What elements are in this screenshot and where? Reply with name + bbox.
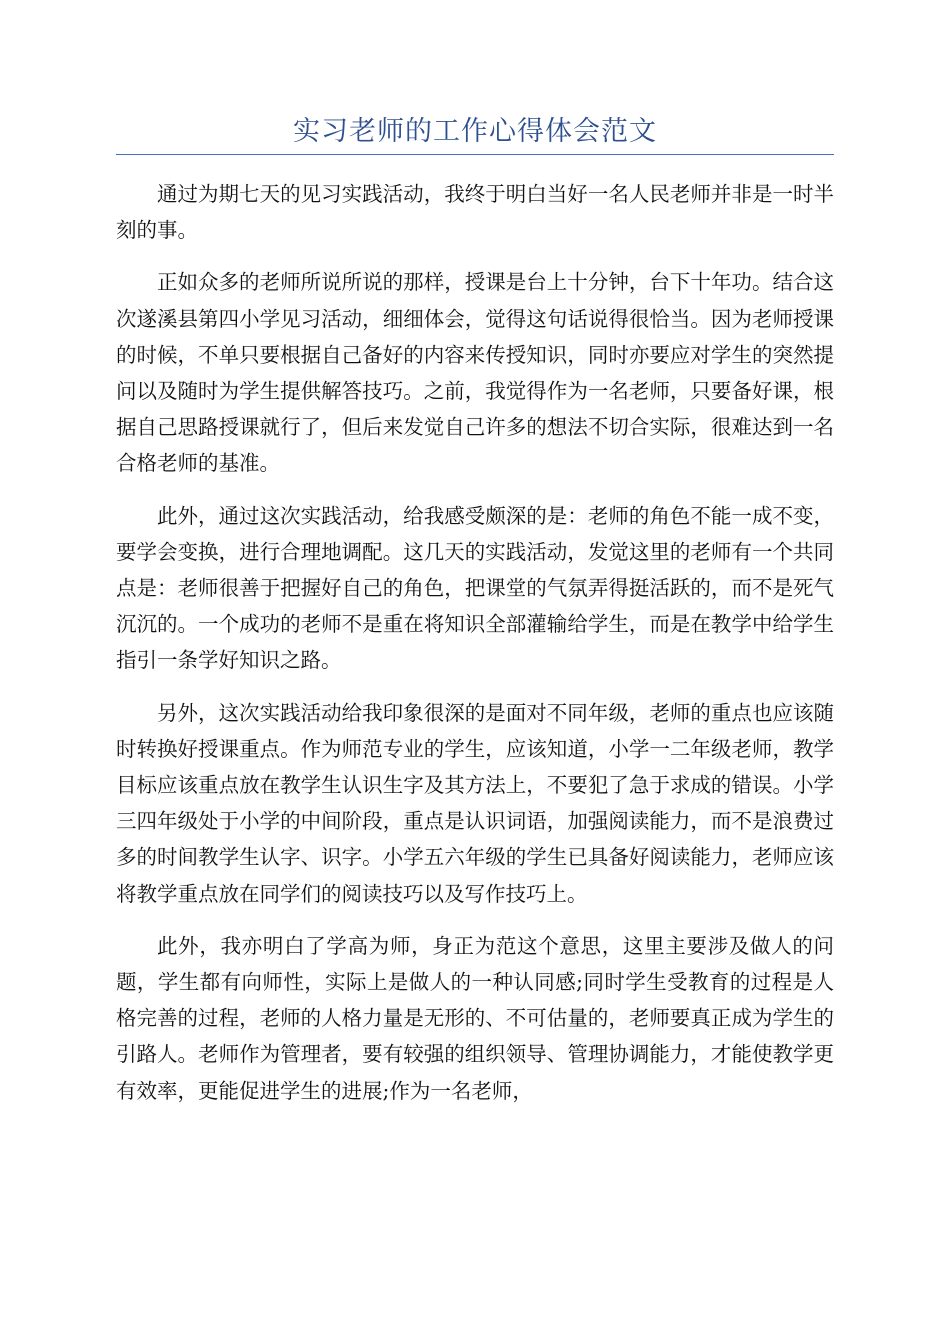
document-title: 实习老师的工作心得体会范文 [293,116,657,147]
paragraph-3: 此外，通过这次实践活动，给我感受颇深的是：老师的角色不能一成不变，要学会变换，进行合理地调配。这几天的实践活动，发觉这里的老师有一个共同点是：老师很善于把握好自己的角色，把课堂的气氛弄得挺活跃的，而不是死气沉沉的。一个成功的老师不是重在将知识全部灌输给学生，而是在教学中给学生指引一条学好知识之路。 [116,503,834,673]
paragraph-2: 正如众多的老师所说所说的那样，授课是台上十分钟，台下十年功。结合这次遂溪县第四小学见习活动，细细体会，觉得这句话说得很恰当。因为老师授课的时候，不单只要根据自己备好的内容来传授知识，同时亦要应对学生的突然提问以及随时为学生提供解答技巧。之前，我觉得作为一名老师，只要备好课，根据自己思路授课就行了，但后来发觉自己许多的想法不切合实际，很难达到一名合格老师的基准。 [116,270,834,476]
paragraph-4: 另外，这次实践活动给我印象很深的是面对不同年级，老师的重点也应该随时转换好授课重点。作为师范专业的学生，应该知道，小学一二年级老师，教学目标应该重点放在教学生认识生字及其方法上，不要犯了急于求成的错误。小学三四年级处于小学的中间阶段，重点是认识词语，加强阅读能力，而不是浪费过多的时间教学生认字、识字。小学五六年级的学生已具备好阅读能力，老师应该将教学重点放在同学们的阅读技巧以及写作技巧上。 [116,700,834,906]
paragraph-1: 通过为期七天的见习实践活动，我终于明白当好一名人民老师并非是一时半刻的事。 [116,182,834,243]
document-body [116,176,834,1125]
paragraph-5: 此外，我亦明白了学高为师，身正为范这个意思，这里主要涉及做人的问题，学生都有向师性，实际上是做人的一种认同感;同时学生受教育的过程是人格完善的过程，老师的人格力量是无形的、不可估量的，老师要真正成为学生的引路人。老师作为管理者，要有较强的组织领导、管理协调能力，才能使教学更有效率，更能促进学生的进展;作为一名老师， [116,933,834,1103]
title-underline [116,154,834,155]
